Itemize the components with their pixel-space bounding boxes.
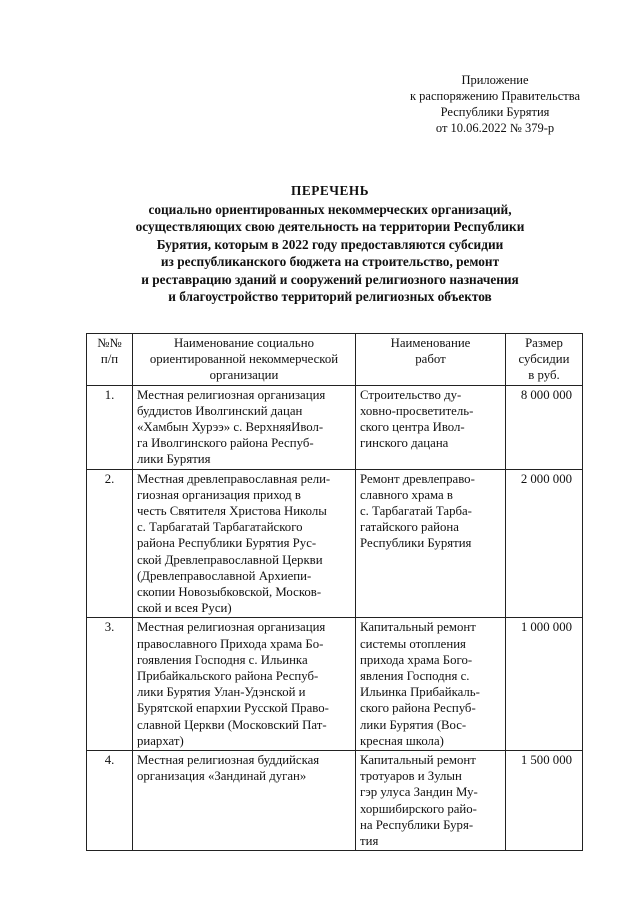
row-number: 3. (87, 618, 133, 751)
document-title (60, 182, 600, 306)
appendix-line: к распоряжению Правительства (409, 89, 580, 103)
row-organization: Местная древлеправославная рели- гиозная организация приход в честь Святителя Христова Николы с. Тарбагатай Тарбагатайского района Республики Бурятия Рус- ской Древлеправославной Церкви (Древлеправославной Архиепи- скопии Новозыбковской, Москов- ской и всея Руси) (133, 469, 356, 618)
row-works: Капитальный ремонт системы отопления прихода храма Бого- явления Господня с. Ильинка Прибайкаль- ского района Респуб- лики Бурятия (Вос- кресная школа) (356, 618, 506, 751)
row-organization: Местная религиозная организация православного Прихода храма Бо- гоявления Господня с. Ильинка Прибайкальского района Респуб- лики Бурятия Улан-Удэнской и Бурятской епархии Русской Право- славной Церкви (Московский Пат- риархат) (133, 618, 356, 751)
row-amount: 8 000 000 (506, 385, 583, 469)
header-amount: Размер субсидии в руб. (506, 334, 583, 386)
appendix-block (380, 72, 610, 136)
row-organization: Местная религиозная буддийская организация «Зандинай дуган» (133, 751, 356, 851)
row-amount: 1 500 000 (506, 751, 583, 851)
table-row (87, 469, 583, 618)
title-line: и реставрацию зданий и сооружений религиозного назначения (141, 271, 519, 287)
header-number: №№ п/п (87, 334, 133, 386)
table-row (87, 385, 583, 469)
row-organization: Местная религиозная организация буддистов Иволгинский дацан «Хамбын Хурээ» с. ВерхняяИвол- га Иволгинского района Респуб- лики Бурятия (133, 385, 356, 469)
row-works: Строительство ду- ховно-просветитель- ского центра Ивол- гинского дацана (356, 385, 506, 469)
row-amount: 1 000 000 (506, 618, 583, 751)
title-line: социально ориентированных некоммерческих организаций, (148, 201, 512, 217)
row-number: 4. (87, 751, 133, 851)
row-number: 2. (87, 469, 133, 618)
row-number: 1. (87, 385, 133, 469)
row-amount: 2 000 000 (506, 469, 583, 618)
title-line: Бурятия, которым в 2022 году предоставляются субсидии (156, 236, 504, 252)
appendix-line: Республики Бурятия (440, 105, 550, 119)
appendix-line: Приложение (461, 73, 529, 87)
header-organization: Наименование социально ориентированной некоммерческой организации (133, 334, 356, 386)
title-line: осуществляющих свою деятельность на территории Республики (135, 219, 525, 234)
table-row (87, 618, 583, 751)
appendix-line: от 10.06.2022 № 379-р (435, 121, 555, 135)
row-works: Капитальный ремонт тротуаров и Зулын гэр улуса Зандин Му- хоршибирского райо- на Республики Буря- тия (356, 751, 506, 851)
table-header-row (87, 334, 583, 386)
subsidy-table (86, 333, 583, 851)
title-heading: ПЕРЕЧЕНЬ (291, 183, 369, 198)
title-line: из республиканского бюджета на строительство, ремонт (160, 254, 500, 269)
row-works: Ремонт древлеправо- славного храма в с. Тарбагатай Тарба- гатайского района Республики Бурятия (356, 469, 506, 618)
table-row (87, 751, 583, 851)
header-works: Наименование работ (356, 334, 506, 386)
title-line: и благоустройство территорий религиозных объектов (168, 289, 492, 304)
